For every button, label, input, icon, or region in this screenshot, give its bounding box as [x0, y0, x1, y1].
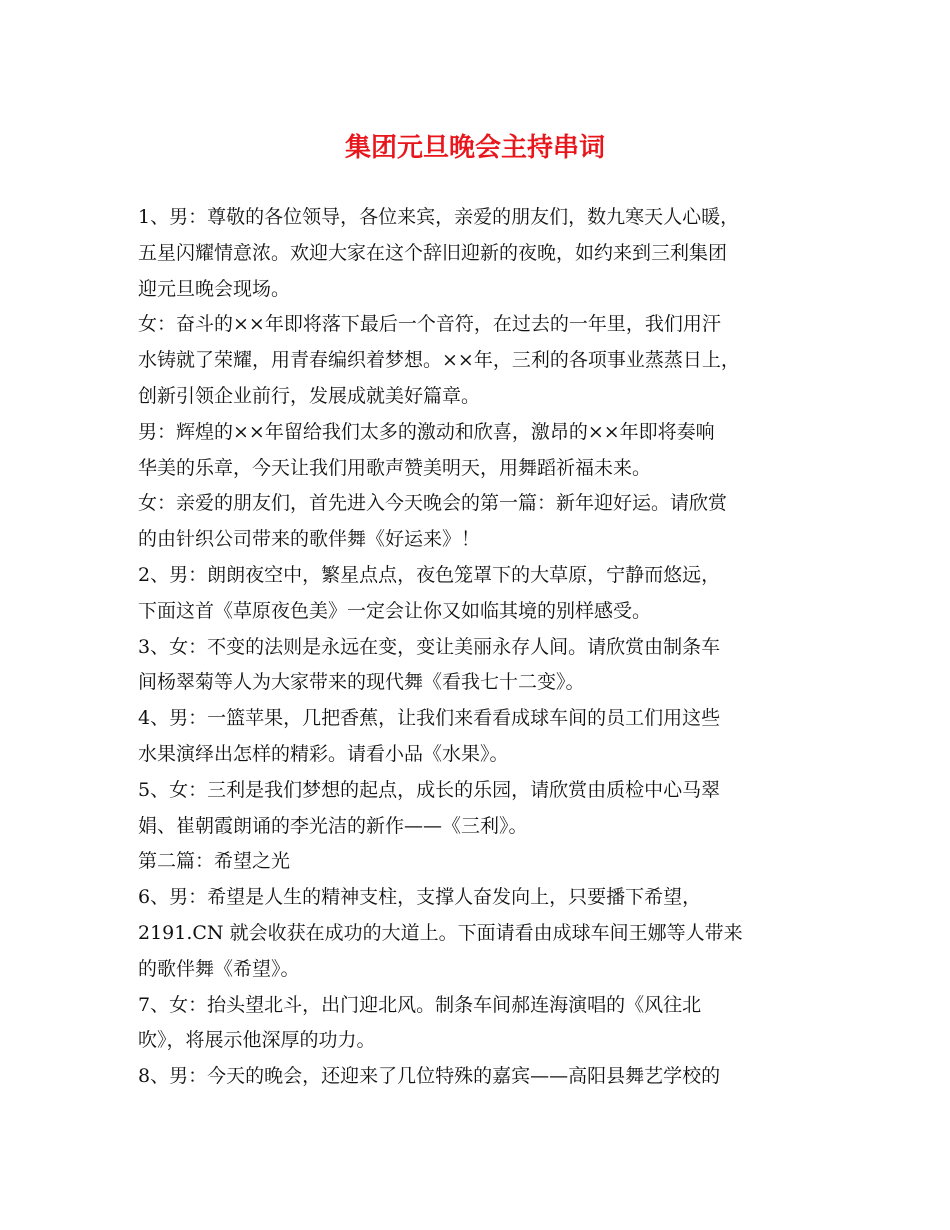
paragraph-line: 水果演绎出怎样的精彩。请看小品《水果》。 — [138, 742, 509, 765]
paragraph-line: 女：亲爱的朋友们，首先进入今天晚会的第一篇：新年迎好运。请欣赏 — [138, 492, 728, 515]
paragraph-line: 2、男：朗朗夜空中，繁星点点，夜色笼罩下的大草原，宁静而悠远， — [138, 563, 721, 586]
paragraph-line: 下面这首《草原夜色美》一定会让你又如临其境的别样感受。 — [138, 599, 652, 622]
paragraph-line: 3、女：不变的法则是永远在变，变让美丽永存人间。请欣赏由制条车 — [138, 635, 721, 658]
paragraph-line: 第二篇：希望之光 — [138, 850, 291, 873]
paragraph-line: 吹》，将展示他深厚的功力。 — [138, 1029, 376, 1052]
paragraph-line: 女：奋斗的××年即将落下最后一个音符，在过去的一年里，我们用汗 — [138, 313, 721, 336]
paragraph-line: 创新引领企业前行，发展成就美好篇章。 — [138, 384, 481, 407]
paragraph-line: 五星闪耀情意浓。欢迎大家在这个辞旧迎新的夜晚，如约来到三利集团 — [138, 241, 728, 264]
document-title: 集团元旦晚会主持串词 — [344, 133, 605, 163]
paragraph-line: 间杨翠菊等人为大家带来的现代舞《看我七十二变》。 — [138, 671, 585, 694]
paragraph-line: 6、男：希望是人生的精神支柱，支撑人奋发向上，只要播下希望， — [138, 886, 702, 909]
paragraph-line: 迎元旦晚会现场。 — [138, 277, 291, 300]
paragraph-line: 1、男：尊敬的各位领导，各位来宾，亲爱的朋友们，数九寒天人心暖， — [138, 206, 740, 228]
paragraph-line: 4、男：一篮苹果，几把香蕉，让我们来看看成球车间的员工们用这些 — [138, 707, 721, 730]
paragraph-line: 的歌伴舞《希望》。 — [138, 957, 300, 980]
paragraph-line: 的由针织公司带来的歌伴舞《好运来》！ — [138, 528, 481, 551]
paragraph-line: 娟、崔朝霞朗诵的李光洁的新作——《三利》。 — [138, 814, 528, 837]
paragraph-line: 华美的乐章，今天让我们用歌声赞美明天，用舞蹈祈福未来。 — [138, 456, 652, 479]
paragraph-line: 男：辉煌的××年留给我们太多的激动和欣喜，激昂的××年即将奏响 — [138, 420, 715, 443]
paragraph-line: 8、男：今天的晚会，还迎来了几位特殊的嘉宾——高阳县舞艺学校的 — [138, 1065, 721, 1088]
paragraph-line: 2191.CN 就会收获在成功的大道上。下面请看由成球车间王娜等人带来 — [138, 921, 743, 944]
paragraph-line: 5、女：三利是我们梦想的起点，成长的乐园，请欣赏由质检中心马翠 — [138, 778, 721, 801]
document-body — [138, 200, 828, 1095]
paragraph-line: 水铸就了荣耀，用青春编织着梦想。××年，三利的各项事业蒸蒸日上， — [138, 349, 740, 372]
paragraph-line: 7、女：抬头望北斗，出门迎北风。制条车间郝连海演唱的《风往北 — [138, 993, 702, 1016]
